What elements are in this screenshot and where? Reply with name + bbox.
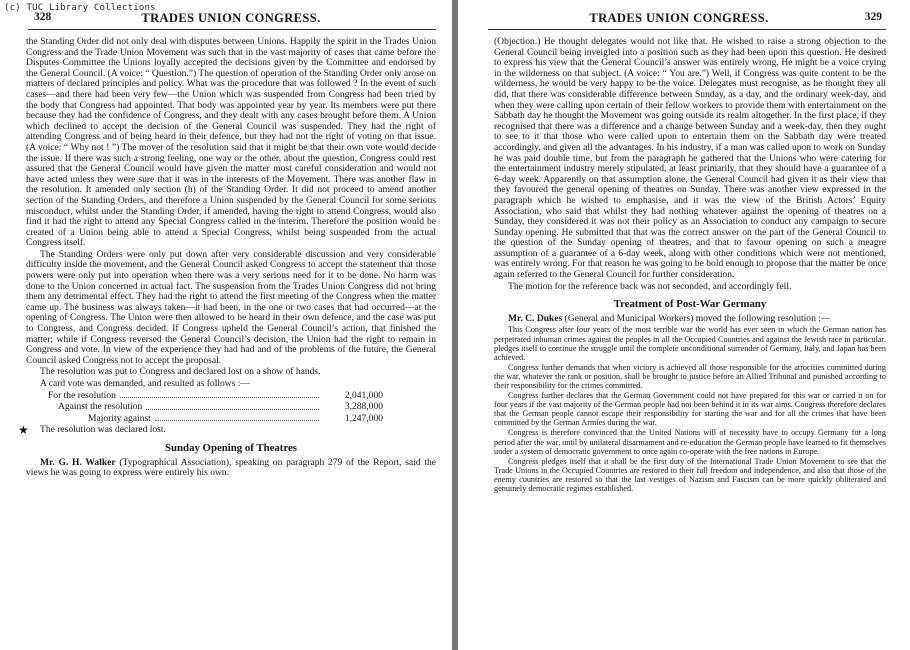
vote-value: 2,041,000 <box>344 389 383 401</box>
paragraph: The resolution was put to Congress and declared lost on a show of hands. <box>40 366 321 378</box>
vote-label: Against the resolution <box>58 401 143 413</box>
right-page <box>458 0 910 650</box>
leader-dots <box>155 414 319 422</box>
section-heading-sunday: Sunday Opening of Theatres <box>165 441 297 454</box>
vote-row <box>48 414 383 425</box>
right-body <box>494 37 886 494</box>
vote-label: Majority against <box>88 412 151 424</box>
paragraph: the Standing Order did not only deal with disputes between Unions. Happily the spirit in the Trades Union Congress and the Trade Union Movement was such that in the vast majority of cases that came before the Disputes Committee the Unions loyally accepted the decisions given by the Committee and endorsed by the General Council. (A voice: “ Question.”) The question of operation of the Standing Order only arose on matters of declared principles and policy. What was the procedure that was followed ? In the event of such cases—and there had been very few—the Union which was suspended from Congress had been tried by the body that Congress had appointed. That body was appointed year by year. Its members were put there because they had the confidence of Congress, and they dealt with any cases brought before them. A Union which declined to accept the decision of the General Council was suspended. They had the right of attending Congress and of being heard in their defence, but they had not the right of voting on that issue. (A voice: “ Why not ! ”) The mover of the resolution said that it might be that their own vote would decide the issue. If there was such a strong feeling, one way or the other, about the question, Congress could rest assured that the General Council would have given the matter most careful consideration and would not have acted unless they were sure that it was in the interests of the Movement. There was another flaw in the resolution. It amended only section (h) of the Standing Order. It did not proceed to amend another section of the Standing Orders, and therefore a Union suspended by the General Council for some serious misconduct, whilst under the Standing Order, if amended, having the right to attend Congress, would also find it had the right to attend any Special Congress called in the interim. Therefore the position would be created of a Union being able to attend a Special Congress, whilst being suspended from the actual Congress itself. <box>26 36 436 249</box>
vote-value: 3,288,000 <box>344 401 383 413</box>
paragraph: The Standing Orders were only put down after very considerable discussion and very considerable difficulty inside the movement, and the General Council asked Congress to accept the statement that those powers were only put into operation when there was a very serious need for it to be done. No harm was done to the Union concerned in actual fact. The suspension from the Trades Union Congress did not bring them any detrimental effect. They had the right to attend the first meeting of the Congress when the matter came up. The business was always taken—it had been, in the one or two cases that had occurred—at the opening of Congress. The Union were then allowed to be heard in their own defence, and the case was put to Congress, and Congress decided. If Congress upheld the General Council’s action, that finished the matter; while if Congress reversed the General Council’s decision, the Union had the right to remain in Congress and vote. In view of the experience they had had and of the problems of the future, the General Council asked Congress not to accept the proposal. <box>26 248 436 366</box>
speaker-name: Mr. G. H. Walker <box>40 456 116 468</box>
declared-lost <box>18 423 436 438</box>
running-head-right: TRADES UNION CONGRESS. <box>589 11 769 25</box>
speaker-name: Mr. C. Dukes <box>508 312 563 324</box>
resolution-paragraph: Congress further declares that the German Government could not have prepared for this war or carried it on for four years if the vast majority of the German people had not been behind it in its war aims. Congress therefore declares that the German people cannot escape their responsibility for starting the war and for all the crimes that have been committed by the German Armies during the war. <box>494 391 886 428</box>
left-body <box>18 36 436 480</box>
page-number-left: 328 <box>34 11 52 23</box>
paragraph: A card vote was demanded, and resulted as follows :— <box>40 378 250 389</box>
leader-dots <box>146 402 319 410</box>
vote-label: For the resolution <box>48 389 116 401</box>
vote-row <box>48 402 383 413</box>
page-number-right: 329 <box>864 11 882 23</box>
speaker-paragraph <box>26 458 436 479</box>
paragraph: (Objection.) He thought delegates would not like that. He wished to raise a strong objection to the General Council being inveigled into a position such as they had been upon this question. He desired to express his view that the General Council’s answer was entirely wrong. He might be a voice crying in the wilderness on that subject. (A voice: “ You are.”) Well, if Congress was quite content to be the wilderness, he would be very happy to be the voice. Delegates must recognise, as he thought they all did, that there was considerable difference between Sunday, as a day, and the ordinary week-day, and when they were calling upon certain of their fellow workers to provide them with entertainment on the Sabbath day he thought the Movement was going outside its realm altogether. In the first place, if they recognised that there was a difference and a change between Sunday and a week-day, then they ought to see to it that those who were called upon to entertain them on the Sabbath day were treated accordingly, and given all the advantages. In his industry, if a man was called upon to work on Sunday he was paid double time, but from the paragraph he gathered that the Unions who were catering for the entertainment industry merely stipulated, at least primarily, that they should have a guarantee of a 6-day week. Apparently on that assumption alone, the General Council had given it as their view that they favoured the general opening of theatres on Sunday. There was another view expressed in the paragraph which he wished to emphasise, and it was the view of the British Actors’ Equity Association, who said that whilst they had nothing whatever against the opening of theatres on a Sunday, they considered it was not their policy as an Association to conduct any campaign to secure Sunday opening. He submitted that that was the correct answer on the part of the General Council to the question of the Sunday opening of theatres, and that to favour opening on such a meagre assumption of a guarantee of a 6-day week, along with other conditions which were not mentioned, was entirely wrong. For that reason he was going to be bold enough to propose that the matter be once again referred to the General Council for further consideration. <box>494 36 886 281</box>
paragraph: The motion for the reference back was not seconded, and accordingly fell. <box>508 280 792 292</box>
resolution-paragraph: Congress is therefore convinced that the United Nations will of necessity have to occupy Germany for a long period after the war, until by unilateral disarmament and re-education the German people have learned to fit themselves under a system of democratic government to once again co-operate with the free nations in Europe. <box>494 428 886 456</box>
section-heading-germany: Treatment of Post-War Germany <box>613 298 767 311</box>
speaker-text: (General and Municipal Workers) moved the following resolution :— <box>562 312 831 324</box>
header-rule-left <box>28 29 436 30</box>
star-icon: ★ <box>18 423 29 438</box>
watermark: (c) TUC Library Collections <box>4 3 156 13</box>
header-rule-right <box>488 29 886 30</box>
vote-row <box>48 391 383 402</box>
resolution-paragraph: Congress further demands that when victory is achieved all those responsible for the atrocities committed during the war, whatever the rank or position, shall be brought to justice before an Allied Tribunal and punished according to their responsibility for the crimes committed. <box>494 362 886 390</box>
resolution-paragraph: This Congress after four years of the most terrible war the world has ever seen in which the German nation has perpetrated inhuman crimes against the peoples in all the Occupied Countries and against the Jewish race in particular, pledges itself to continue the struggle until the complete unconditional surrender of Germany, Italy, and Japan has been achieved. <box>494 325 886 362</box>
left-page <box>0 0 452 650</box>
resolution-paragraph: Congress pledges itself that it shall be the first duty of the International Trade Union Movement to see that the Trade Unions in the Occupied Countries are restored to their full freedom and independence, and also that those of the enemy countries are restored so that the last vestiges of Nazism and Fascism can be more quickly obliterated and genuinely democratic regimes established. <box>494 456 886 494</box>
vote-value: 1,247,000 <box>344 412 383 424</box>
leader-dots <box>120 391 319 399</box>
declared-lost-text: The resolution was declared lost. <box>40 424 166 436</box>
left-header <box>0 11 452 29</box>
speaker-paragraph <box>494 314 886 325</box>
right-header <box>458 11 910 29</box>
running-head-left: TRADES UNION CONGRESS. <box>141 11 321 25</box>
card-vote-table <box>48 391 436 425</box>
speaker-text: (Typographical Association), speaking on paragraph 279 of the Report, said the views he was going to express were entirely his own. <box>26 456 436 479</box>
